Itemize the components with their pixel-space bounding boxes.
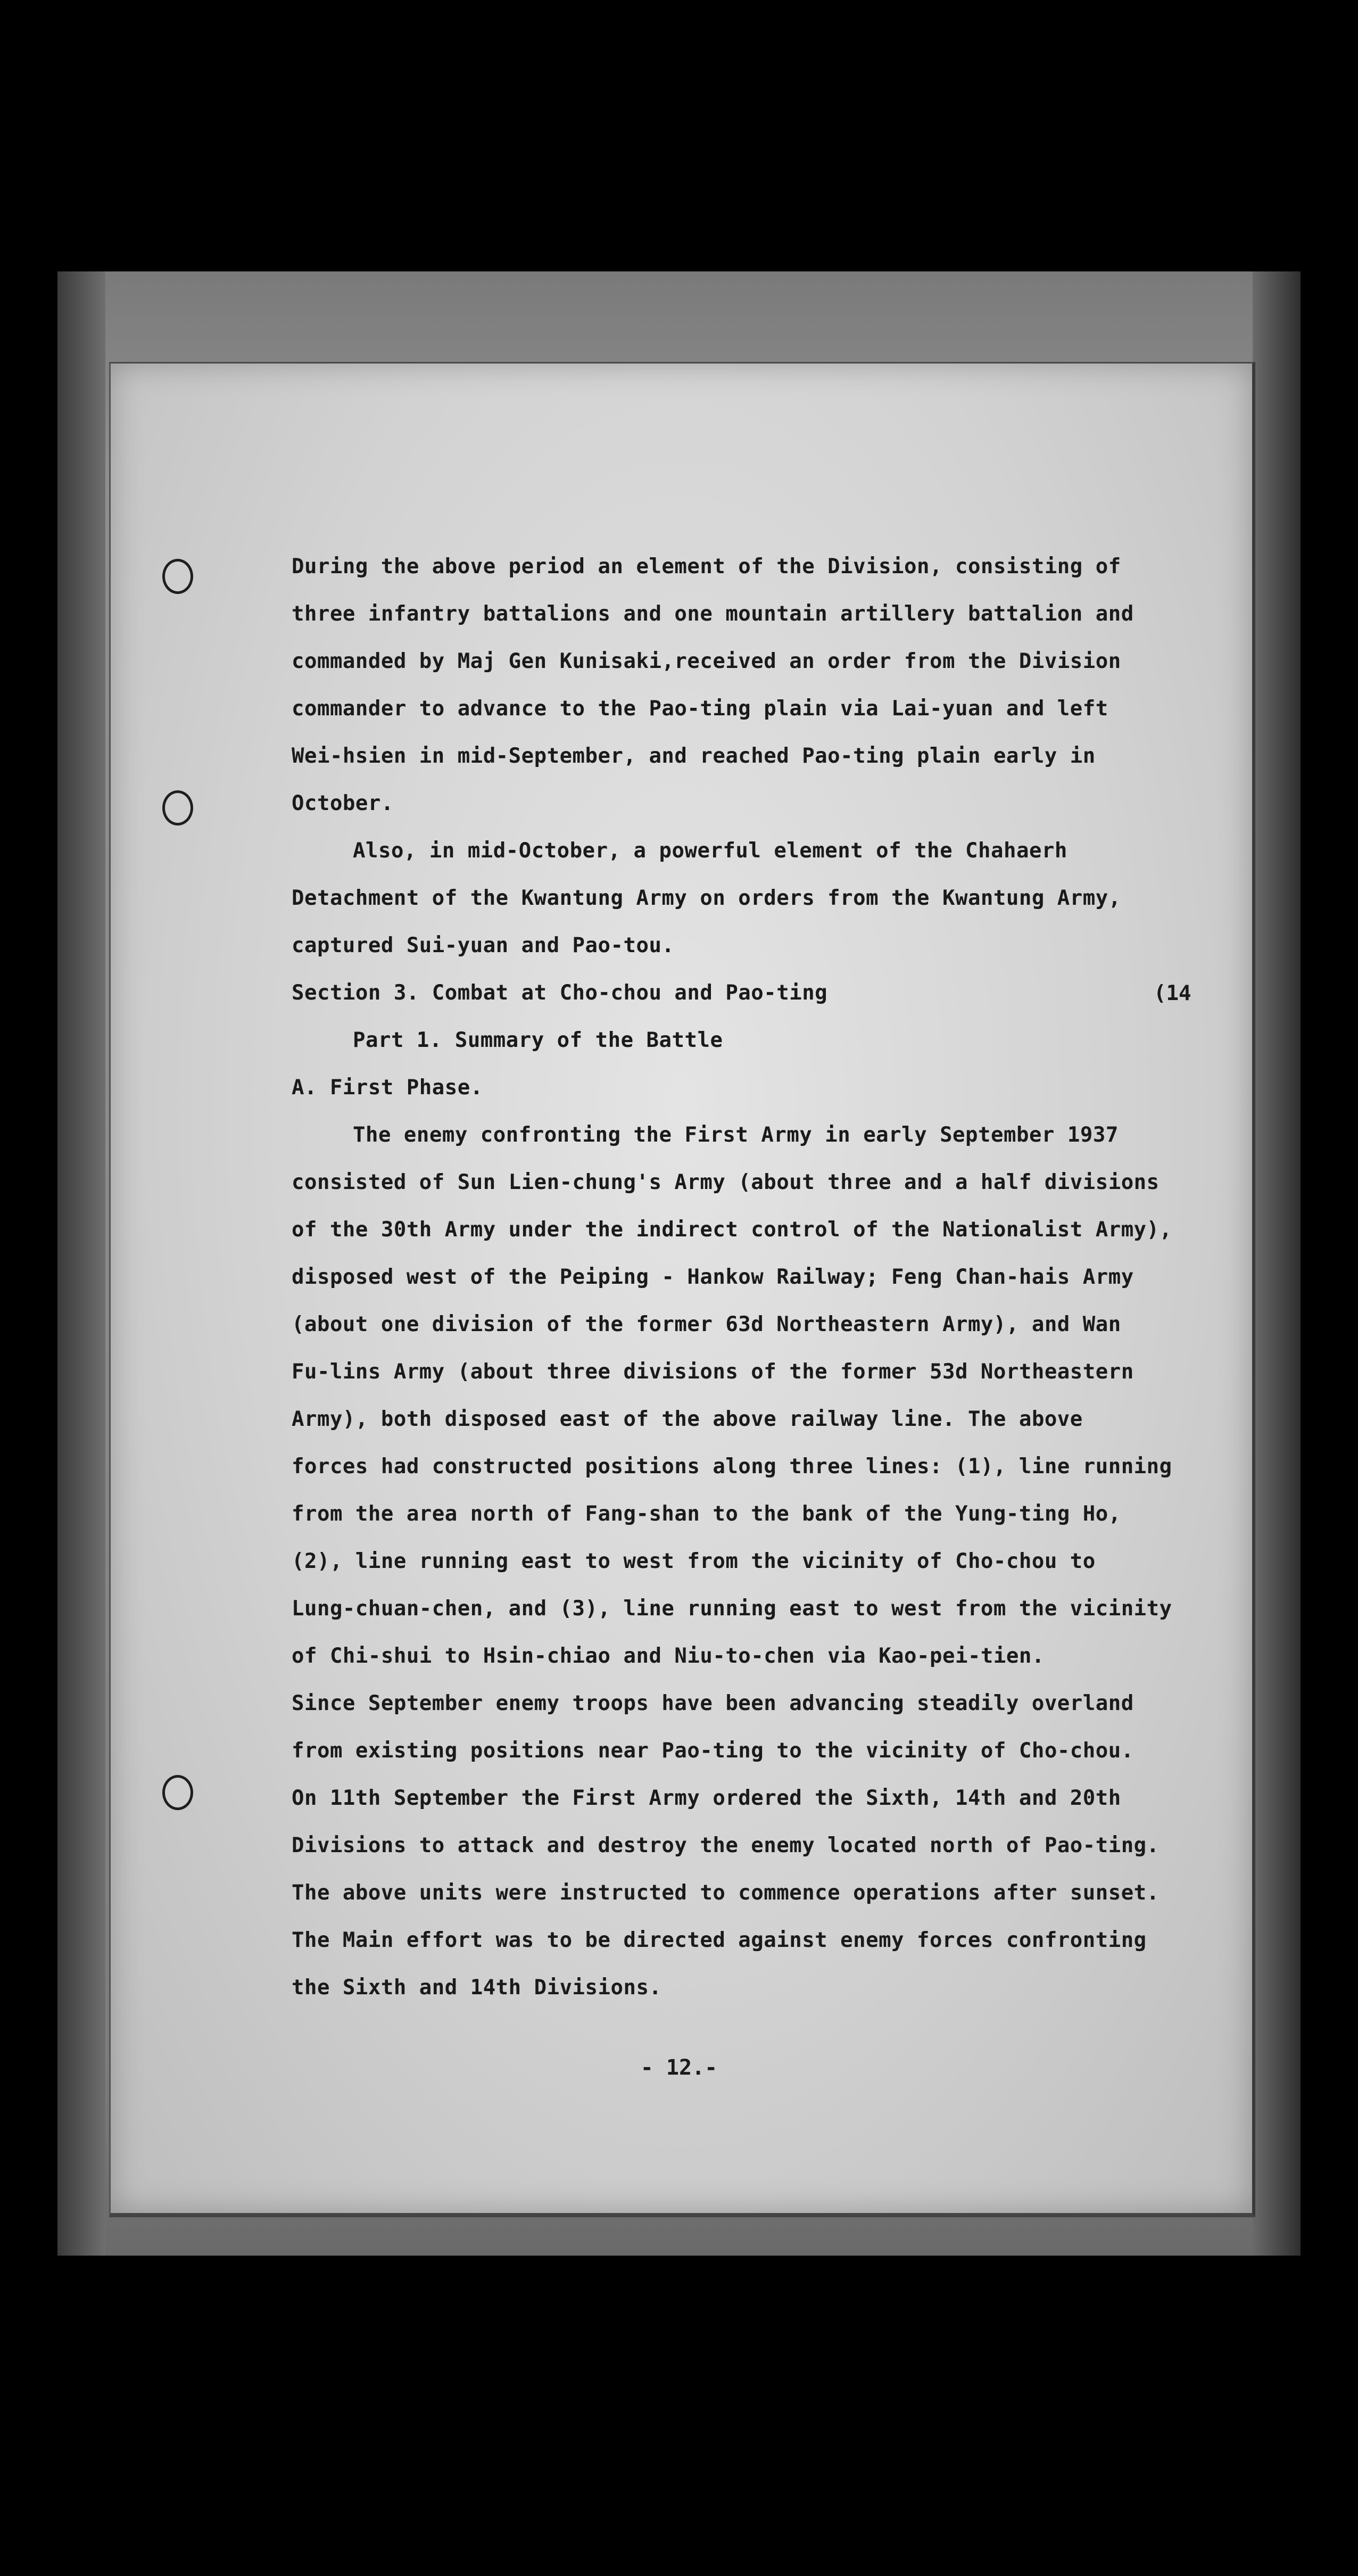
text-line: The enemy confronting the First Army in early September 1937 <box>353 1123 1119 1147</box>
text-line: Army), both disposed east of the above railway line. The above <box>292 1407 1083 1431</box>
text-line: of Chi-shui to Hsin-chiao and Niu-to-chen via Kao-pei-tien. <box>292 1644 1045 1668</box>
text-line: consisted of Sun Lien-chung's Army (about three and a half divisions <box>292 1170 1160 1194</box>
text-line: the Sixth and 14th Divisions. <box>292 1976 662 2000</box>
text-line: disposed west of the Peiping - Hankow Railway; Feng Chan-hais Army <box>292 1265 1134 1289</box>
text-line: from existing positions near Pao-ting to the vicinity of Cho-chou. <box>292 1739 1134 1763</box>
text-line: During the above period an element of the Division, consisting of <box>292 555 1121 579</box>
text-line: Section 3. Combat at Cho-chou and Pao-ting <box>292 981 828 1005</box>
page-number: - 12.- <box>640 2055 718 2080</box>
text-line: (about one division of the former 63d Northeastern Army), and Wan <box>292 1312 1121 1336</box>
text-line: commander to advance to the Pao-ting plain via Lai-yuan and left <box>292 697 1108 721</box>
text-line: Divisions to attack and destroy the enemy located north of Pao-ting. <box>292 1834 1160 1857</box>
text-line: Detachment of the Kwantung Army on orders from the Kwantung Army, <box>292 886 1121 910</box>
text-line: captured Sui-yuan and Pao-tou. <box>292 934 675 957</box>
punch-hole-top <box>162 559 193 594</box>
text-line: (2), line running east to west from the vicinity of Cho-chou to <box>292 1549 1096 1573</box>
punch-hole-middle <box>162 790 193 825</box>
text-line: On 11th September the First Army ordered the Sixth, 14th and 20th <box>292 1786 1121 1810</box>
punch-hole-bottom <box>162 1775 193 1810</box>
scan-edge-right <box>1253 271 1301 2256</box>
text-line: Part 1. Summary of the Battle <box>353 1028 723 1052</box>
document-body <box>292 543 1186 2011</box>
text-line: Since September enemy troops have been advancing steadily overland <box>292 1691 1134 1715</box>
text-line: The above units were instructed to commence operations after sunset. <box>292 1881 1160 1905</box>
text-line: forces had constructed positions along three lines: (1), line running <box>292 1455 1172 1479</box>
text-line: Wei-hsien in mid-September, and reached Pao-ting plain early in <box>292 744 1096 768</box>
text-line: of the 30th Army under the indirect control of the Nationalist Army), <box>292 1218 1172 1242</box>
text-line: Lung-chuan-chen, and (3), line running east to west from the vicinity <box>292 1597 1172 1621</box>
text-line: The Main effort was to be directed against enemy forces confronting <box>292 1928 1147 1952</box>
text-line: from the area north of Fang-shan to the bank of the Yung-ting Ho, <box>292 1502 1121 1526</box>
text-line: three infantry battalions and one mountain artillery battalion and <box>292 602 1134 626</box>
margin-note: (14 <box>1154 981 1191 1005</box>
text-line: commanded by Maj Gen Kunisaki,received an order from the Division <box>292 649 1121 673</box>
text-line: October. <box>292 791 394 815</box>
scan-edge-left <box>57 271 105 2256</box>
text-line: A. First Phase. <box>292 1076 483 1100</box>
text-line: Fu-lins Army (about three divisions of the former 53d Northeastern <box>292 1360 1134 1384</box>
text-line: Also, in mid-October, a powerful element of the Chahaerh <box>353 839 1067 863</box>
